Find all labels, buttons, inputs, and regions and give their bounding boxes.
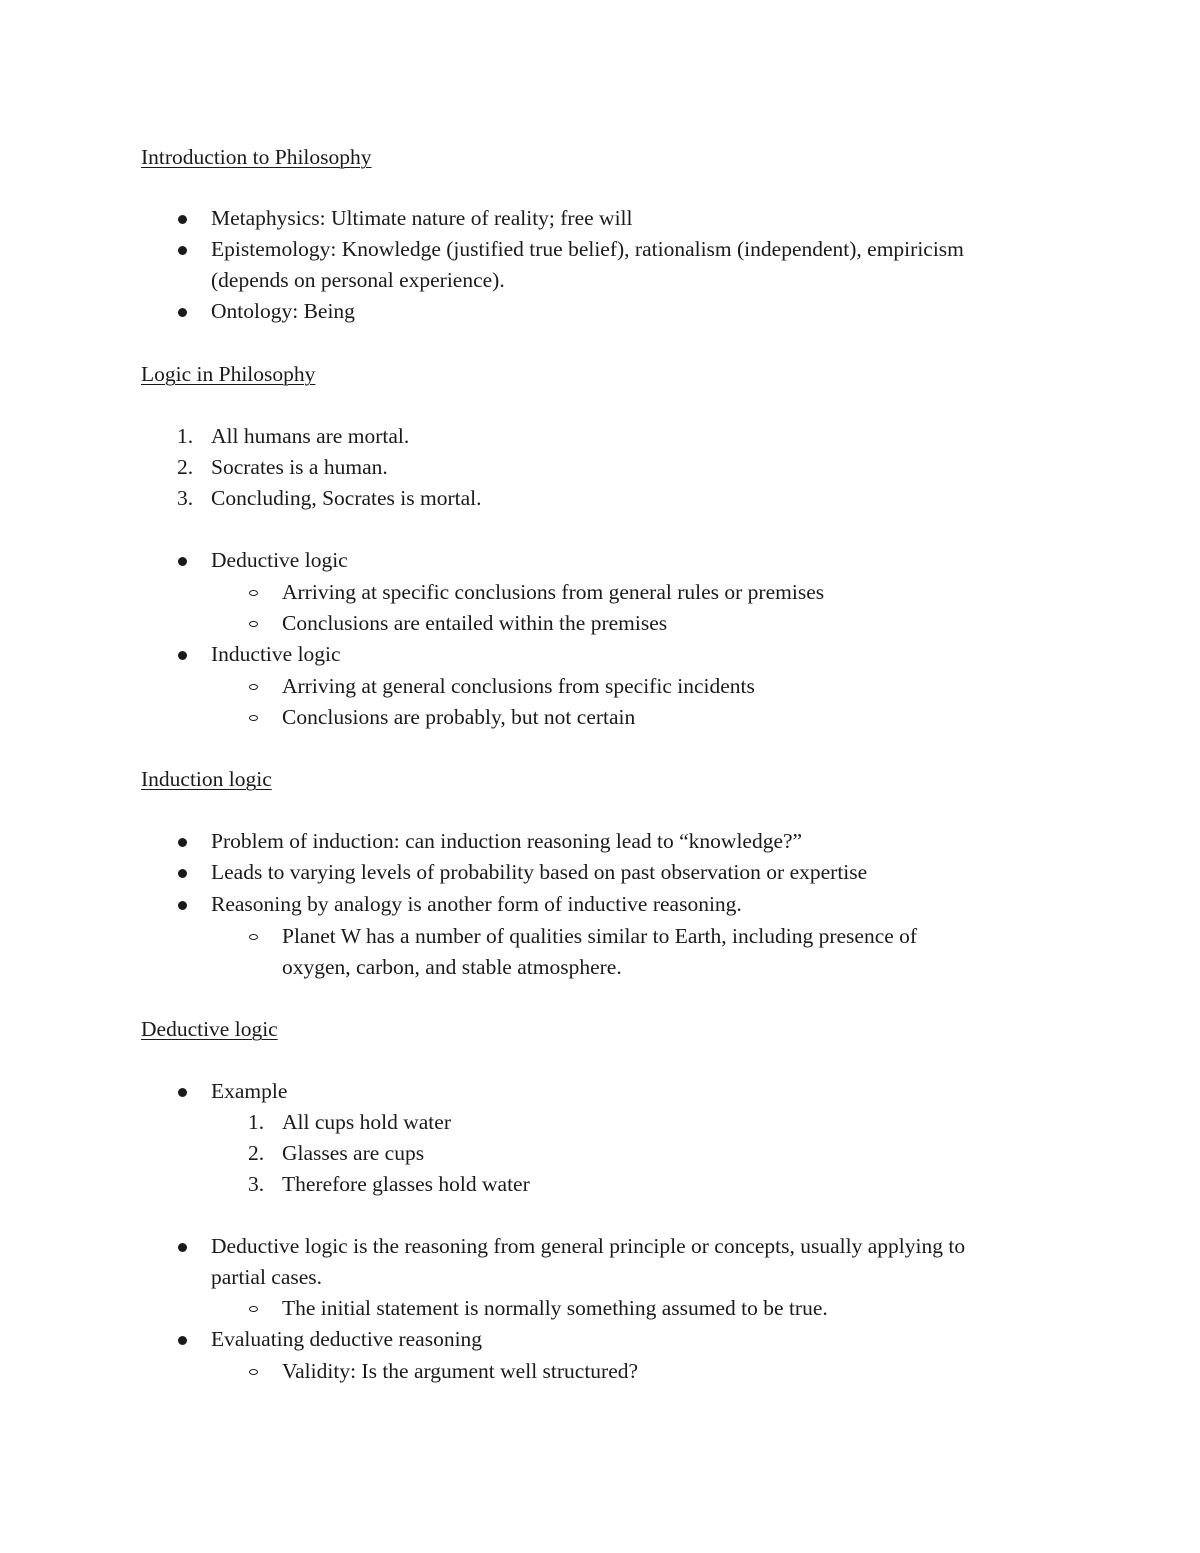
hollow-bullet-icon [249,1369,258,1375]
bullet-icon [178,308,187,317]
list-item: Evaluating deductive reasoning [211,1327,483,1351]
bullet-icon [178,651,187,660]
list-number: 2. [248,1141,265,1165]
list-item: Deductive logic is the reasoning from general principle or concepts, usually applying to [211,1234,966,1258]
bullet-icon [178,1336,187,1345]
bullet-icon [178,1088,187,1097]
list-number: 1. [177,424,194,448]
bullet-icon [178,869,187,878]
sub-list-item-continuation: oxygen, carbon, and stable atmosphere. [282,955,622,979]
list-number: 3. [177,486,194,510]
sub-list-item: Planet W has a number of qualities similar to Earth, including presence of [282,924,918,948]
list-item: Ontology: Being [211,299,355,323]
hollow-bullet-icon [249,1306,258,1312]
sub-list-item: The initial statement is normally something assumed to be true. [282,1296,828,1320]
numbered-item: Glasses are cups [282,1141,425,1165]
list-item: Reasoning by analogy is another form of inductive reasoning. [211,892,742,916]
section-heading: Introduction to Philosophy [141,145,372,169]
sub-list-item: Conclusions are entailed within the premises [282,611,668,635]
bullet-icon [178,901,187,910]
bullet-icon [178,246,187,255]
numbered-item: Therefore glasses hold water [282,1172,530,1196]
list-number: 3. [248,1172,265,1196]
list-item: Deductive logic [211,548,348,572]
bullet-icon [178,557,187,566]
list-item: Example [211,1079,288,1103]
numbered-item: Socrates is a human. [211,455,388,479]
list-item-continuation: (depends on personal experience). [211,268,505,292]
sub-list-item: Arriving at specific conclusions from general rules or premises [282,580,825,604]
list-number: 2. [177,455,194,479]
sub-list-item: Arriving at general conclusions from specific incidents [282,674,755,698]
list-item: Leads to varying levels of probability based on past observation or expertise [211,860,868,884]
bullet-icon [178,1243,187,1252]
list-item-continuation: partial cases. [211,1265,323,1289]
list-number: 1. [248,1110,265,1134]
hollow-bullet-icon [249,934,258,940]
numbered-item: All humans are mortal. [211,424,410,448]
list-item: Metaphysics: Ultimate nature of reality; free will [211,206,633,230]
numbered-item: All cups hold water [282,1110,451,1134]
section-heading: Induction logic [141,767,272,791]
list-item: Inductive logic [211,642,341,666]
numbered-item: Concluding, Socrates is mortal. [211,486,482,510]
hollow-bullet-icon [249,684,258,690]
section-heading: Deductive logic [141,1017,278,1041]
bullet-icon [178,838,187,847]
list-item: Problem of induction: can induction reasoning lead to “knowledge?” [211,829,803,853]
hollow-bullet-icon [249,590,258,596]
sub-list-item: Conclusions are probably, but not certain [282,705,636,729]
hollow-bullet-icon [249,715,258,721]
bullet-icon [178,215,187,224]
section-heading: Logic in Philosophy [141,362,316,386]
hollow-bullet-icon [249,621,258,627]
sub-list-item: Validity: Is the argument well structured? [282,1359,639,1383]
list-item: Epistemology: Knowledge (justified true belief), rationalism (independent), empiricism [211,237,964,261]
